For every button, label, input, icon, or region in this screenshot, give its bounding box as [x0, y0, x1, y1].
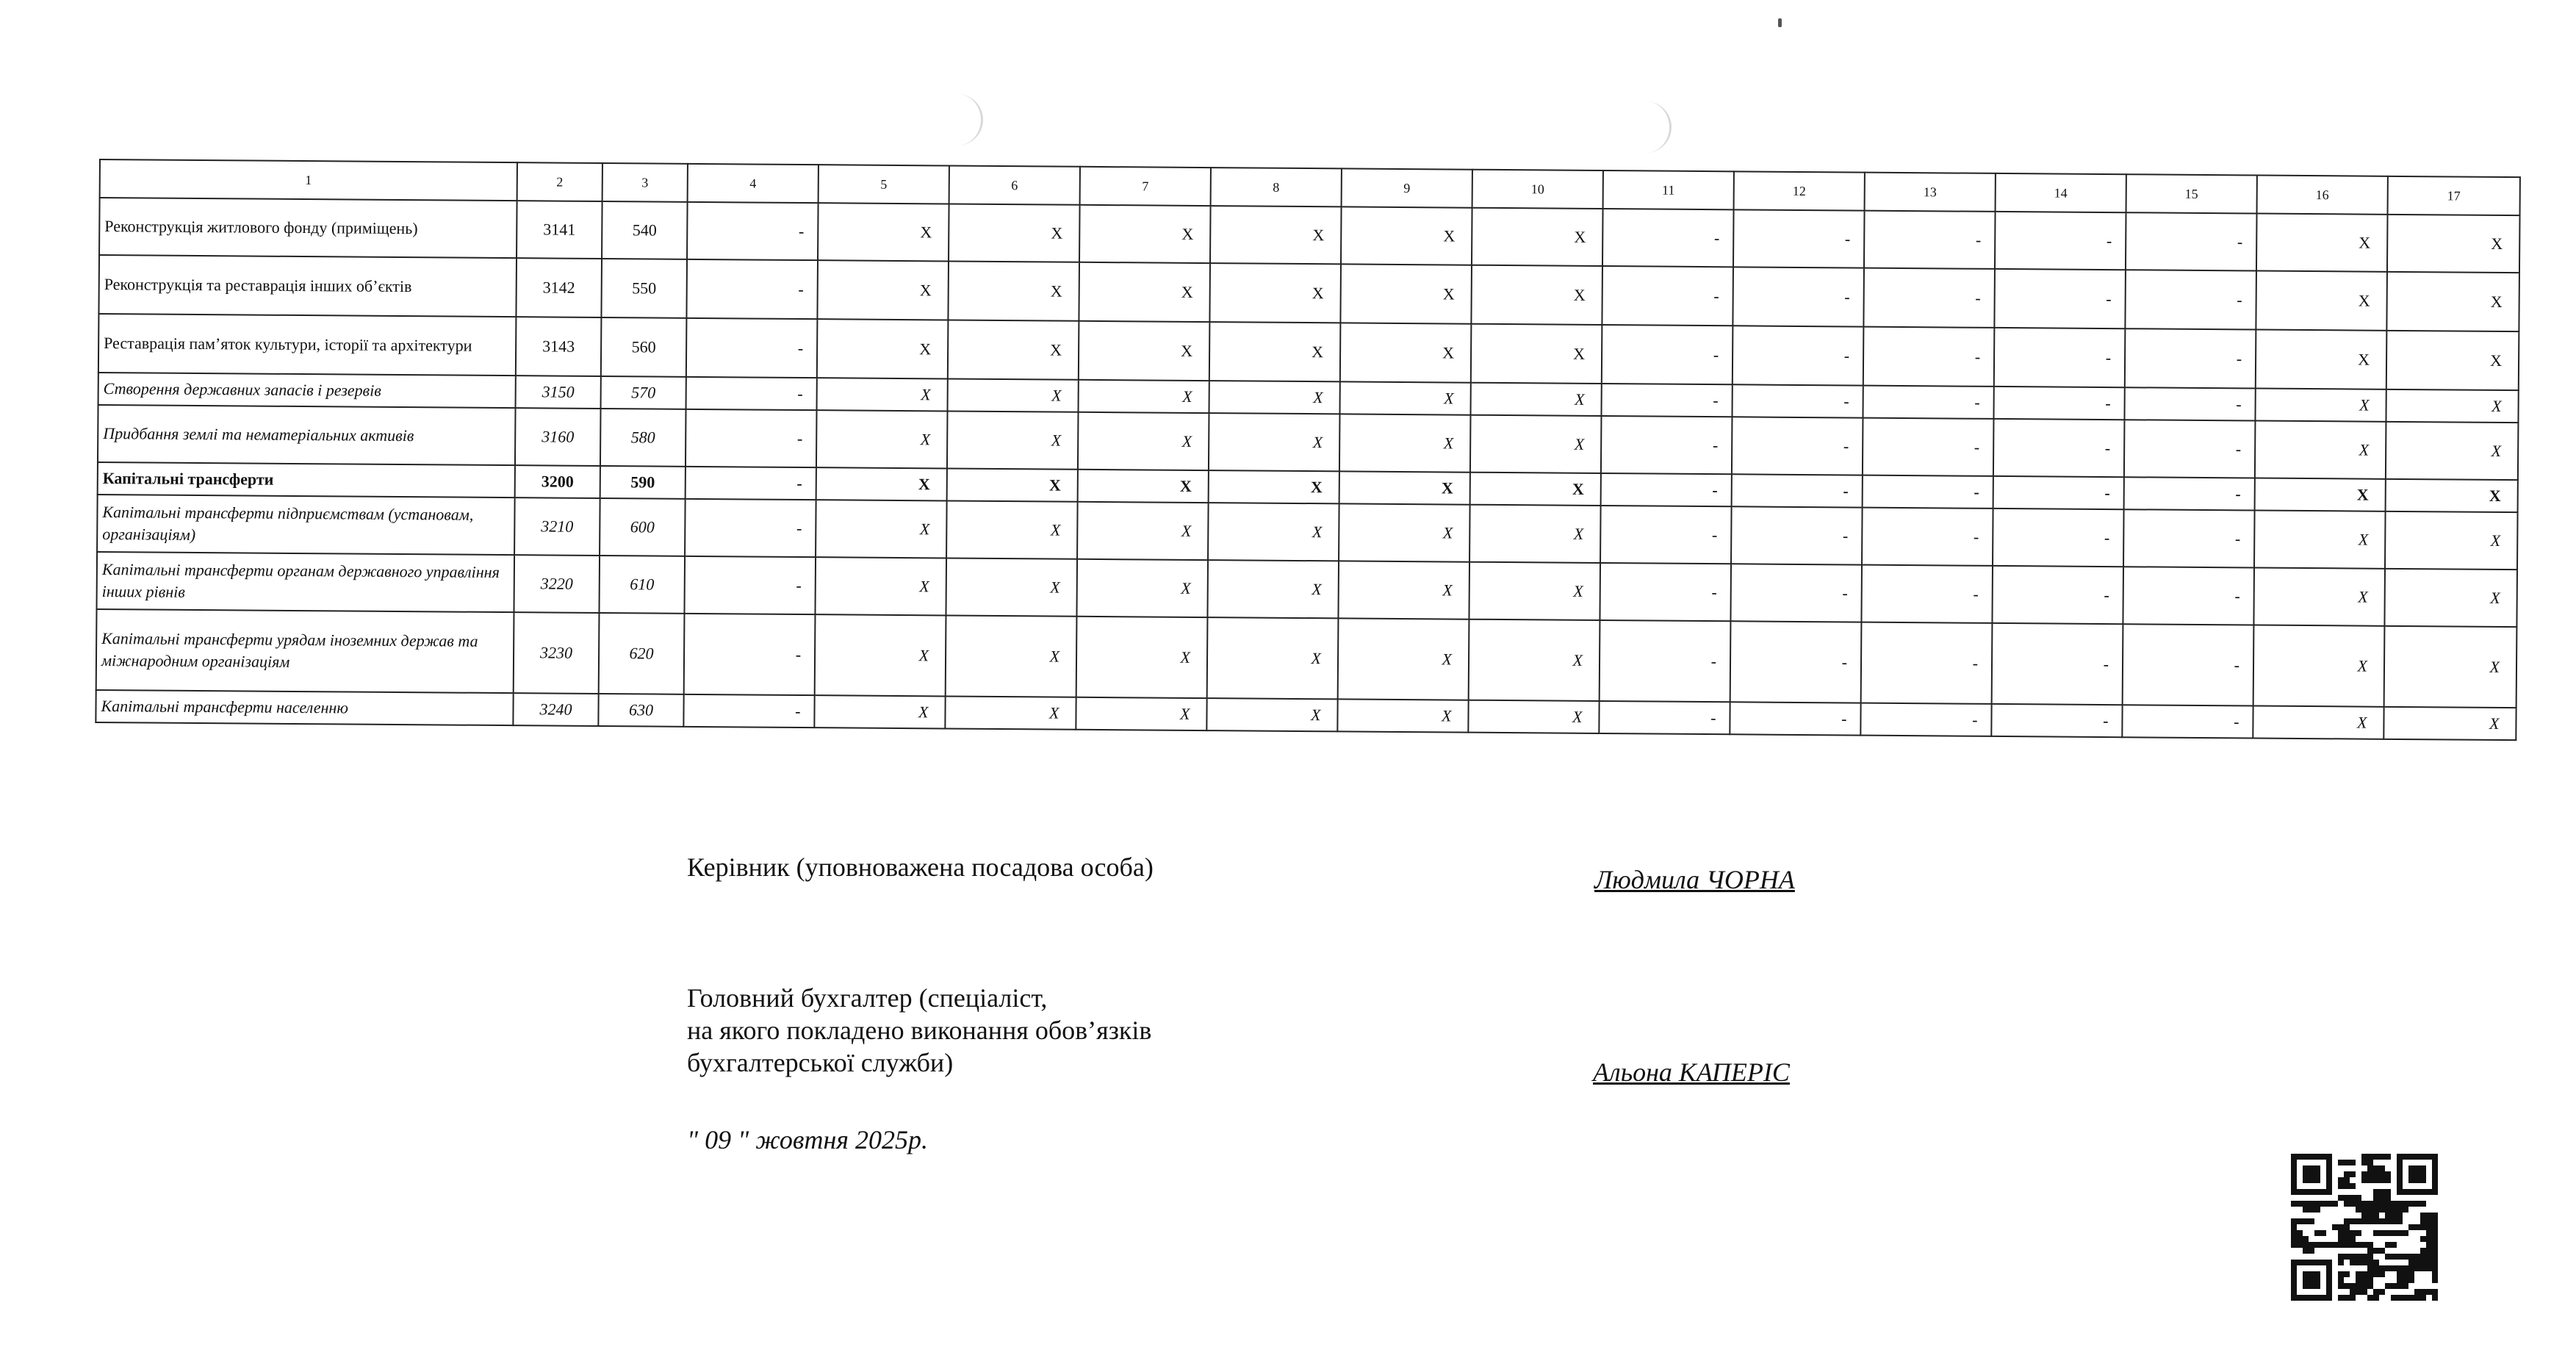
x-cell: X	[815, 614, 946, 696]
x-cell: X	[1471, 324, 1602, 384]
row-line-code: 590	[600, 466, 686, 499]
dash-cell: -	[686, 377, 817, 410]
row-kekv-code: 3240	[513, 693, 598, 726]
accountant-label-line: бухгалтерської служби)	[687, 1048, 954, 1077]
row-name: Реконструкція житлового фонду (приміщень)	[99, 198, 517, 258]
column-number: 2	[517, 162, 602, 201]
dash-cell: -	[686, 318, 818, 378]
row-name: Капітальні трансферти підприємствам (установам, організаціям)	[97, 495, 515, 555]
row-line-code: 550	[601, 259, 687, 318]
x-cell: X	[1079, 380, 1209, 413]
column-number: 5	[819, 165, 949, 204]
dash-cell: -	[686, 259, 818, 319]
dash-cell: -	[1863, 418, 1994, 476]
x-cell: X	[1340, 264, 1472, 323]
dash-cell: -	[1602, 209, 1734, 267]
column-number: 14	[1996, 173, 2126, 212]
x-cell: X	[1470, 473, 1601, 506]
dash-cell: -	[1994, 328, 2126, 387]
x-cell: X	[945, 696, 1076, 729]
x-cell: X	[2383, 707, 2516, 740]
x-cell: X	[2255, 389, 2386, 422]
dash-cell: -	[1601, 416, 1733, 474]
accountant-signature-name: Альона КАПЕРІС	[1593, 1057, 1790, 1087]
row-kekv-code: 3210	[514, 498, 600, 556]
dash-cell: -	[2125, 328, 2256, 388]
dash-cell: -	[2123, 509, 2255, 567]
x-cell: X	[1209, 263, 1341, 323]
dash-cell: -	[1600, 563, 1731, 621]
x-cell: X	[2386, 422, 2519, 480]
dash-cell: -	[1733, 209, 1865, 267]
x-cell: X	[2253, 625, 2385, 707]
dash-cell: -	[1601, 384, 1732, 417]
row-line-code: 540	[602, 201, 688, 259]
x-cell: X	[1078, 470, 1209, 503]
x-cell: X	[2256, 330, 2387, 389]
dash-cell: -	[2122, 705, 2253, 738]
x-cell: X	[1470, 383, 1601, 416]
dash-cell: -	[1993, 387, 2124, 420]
x-cell: X	[1076, 697, 1206, 730]
x-cell: X	[946, 500, 1078, 558]
x-cell: X	[816, 410, 948, 468]
dash-cell: -	[1731, 506, 1863, 564]
dash-cell: -	[2123, 567, 2254, 625]
row-line-code: 580	[600, 409, 686, 467]
x-cell: X	[2385, 511, 2518, 570]
x-cell: X	[1469, 562, 1600, 620]
column-number: 11	[1603, 170, 1734, 209]
dash-cell: -	[1861, 622, 1993, 704]
dash-cell: -	[684, 556, 816, 614]
x-cell: X	[1339, 381, 1470, 414]
dash-cell: -	[1732, 417, 1863, 475]
column-number: 3	[602, 163, 688, 202]
dash-cell: -	[1732, 474, 1863, 507]
column-number: 1	[100, 159, 517, 201]
dash-cell: -	[1993, 476, 2124, 509]
report-date: " 09 " жовтня 2025р.	[687, 1125, 929, 1154]
dash-cell: -	[1732, 384, 1863, 417]
column-number: 10	[1472, 170, 1603, 209]
row-line-code: 610	[599, 556, 685, 614]
dash-cell: -	[1992, 566, 2123, 624]
x-cell: X	[2253, 568, 2385, 626]
x-cell: X	[2384, 569, 2517, 627]
dash-cell: -	[1863, 386, 1993, 419]
head-signature-label: Керівник (уповноважена посадова особа)	[687, 852, 1154, 882]
x-cell: X	[1339, 503, 1470, 561]
x-cell: X	[949, 204, 1080, 262]
x-cell: X	[1340, 323, 1472, 382]
x-cell: X	[817, 260, 949, 320]
row-kekv-code: 3150	[516, 376, 601, 409]
dash-cell: -	[2124, 420, 2256, 478]
dash-cell: -	[2123, 624, 2254, 705]
row-name: Придбання землі та нематеріальних активів	[98, 405, 516, 465]
column-number: 9	[1342, 168, 1472, 207]
x-cell: X	[2254, 511, 2386, 569]
x-cell: X	[2386, 331, 2519, 390]
dash-cell: -	[1730, 621, 1862, 703]
x-cell: X	[1209, 413, 1340, 471]
x-cell: X	[946, 615, 1077, 697]
row-line-code: 560	[601, 317, 687, 377]
x-cell: X	[1339, 414, 1471, 472]
dash-cell: -	[1602, 266, 1733, 326]
dash-cell: -	[1995, 212, 2126, 270]
column-number: 8	[1211, 168, 1342, 206]
punch-hole-mark	[951, 94, 983, 146]
dash-cell: -	[1600, 506, 1732, 564]
x-cell: X	[1076, 559, 1208, 617]
row-kekv-code: 3141	[517, 201, 602, 259]
x-cell: X	[816, 467, 947, 500]
x-cell: X	[1209, 381, 1340, 414]
dash-cell: -	[1991, 704, 2122, 737]
row-kekv-code: 3230	[514, 612, 600, 694]
dash-cell: -	[685, 499, 816, 557]
x-cell: X	[946, 558, 1077, 616]
x-cell: X	[1209, 470, 1339, 503]
dash-cell: -	[1863, 327, 1995, 387]
dash-cell: -	[1994, 269, 2126, 328]
dash-cell: -	[1600, 620, 1731, 702]
dash-cell: -	[1860, 703, 1991, 736]
dash-cell: -	[1730, 564, 1862, 622]
head-signature-name: Людмила ЧОРНА	[1594, 865, 1795, 894]
x-cell: X	[1076, 617, 1208, 698]
dash-cell: -	[2126, 212, 2257, 270]
row-line-code: 600	[600, 498, 686, 556]
report-table	[95, 159, 2521, 741]
x-cell: X	[1207, 560, 1339, 618]
row-kekv-code: 3142	[516, 258, 602, 317]
x-cell: X	[2386, 389, 2518, 423]
dash-cell: -	[1863, 475, 1993, 509]
row-name: Реставрація пам’яток культури, історії та архітектури	[98, 314, 517, 376]
column-number: 6	[949, 165, 1080, 204]
x-cell: X	[947, 411, 1079, 469]
accountant-signature-label	[687, 982, 1151, 1079]
dash-cell: -	[2125, 270, 2256, 329]
x-cell: X	[814, 695, 945, 728]
x-cell: X	[2387, 215, 2520, 273]
x-cell: X	[1209, 322, 1341, 381]
row-name: Капітальні трансферти	[98, 462, 515, 498]
x-cell: X	[947, 468, 1078, 501]
x-cell: X	[2255, 421, 2386, 479]
x-cell: X	[1469, 619, 1600, 701]
x-cell: X	[818, 203, 949, 261]
x-cell: X	[1077, 502, 1209, 560]
x-cell: X	[1471, 265, 1602, 325]
x-cell: X	[1472, 208, 1603, 266]
row-line-code: 570	[601, 376, 686, 409]
x-cell: X	[817, 319, 949, 378]
x-cell: X	[815, 557, 946, 615]
x-cell: X	[1341, 206, 1472, 265]
column-number: 16	[2257, 176, 2388, 215]
row-name: Капітальні трансферти населенню	[96, 690, 513, 725]
scan-speck	[1778, 18, 1782, 27]
row-name: Капітальні трансферти органам державного управління інших рівнів	[97, 552, 515, 612]
table-body	[96, 159, 2520, 740]
row-name: Створення державних запасів і резервів	[98, 373, 516, 408]
x-cell: X	[2386, 272, 2519, 331]
row-kekv-code: 3220	[514, 555, 600, 613]
column-number: 12	[1734, 171, 1865, 210]
x-cell: X	[1079, 262, 1210, 322]
dash-cell: -	[1992, 623, 2123, 705]
x-cell: X	[1079, 321, 1210, 381]
x-cell: X	[1079, 205, 1211, 263]
dash-cell: -	[686, 467, 816, 500]
dash-cell: -	[1993, 509, 2124, 567]
x-cell: X	[1078, 412, 1209, 470]
dash-cell: -	[686, 409, 817, 467]
x-cell: X	[2386, 479, 2518, 512]
dash-cell: -	[1733, 326, 1864, 385]
punch-hole-mark	[1640, 101, 1672, 153]
dash-cell: -	[2124, 477, 2255, 510]
x-cell: X	[1207, 617, 1339, 699]
x-cell: X	[1208, 503, 1339, 561]
x-cell: X	[948, 320, 1079, 379]
x-cell: X	[817, 378, 948, 411]
x-cell: X	[2384, 626, 2517, 708]
row-line-code: 630	[598, 694, 683, 727]
x-cell: X	[948, 378, 1079, 412]
x-cell: X	[2255, 478, 2386, 511]
row-kekv-code: 3200	[515, 465, 600, 498]
x-cell: X	[1338, 561, 1469, 619]
x-cell: X	[1206, 698, 1337, 731]
dash-cell: -	[1993, 419, 2125, 477]
dash-cell: -	[1602, 325, 1733, 384]
x-cell: X	[1210, 206, 1342, 264]
dash-cell: -	[687, 202, 819, 260]
row-name: Реконструкція та реставрація інших об’єктів	[98, 255, 517, 317]
column-number: 7	[1080, 167, 1211, 206]
row-line-code: 620	[599, 613, 685, 694]
row-name: Капітальні трансферти урядам іноземних держав та міжнародним організаціям	[96, 609, 514, 693]
dash-cell: -	[1863, 268, 1995, 328]
dash-cell: -	[2124, 387, 2255, 420]
report-table-wrapper	[95, 159, 2502, 741]
column-number: 17	[2388, 176, 2520, 215]
x-cell: X	[1469, 505, 1601, 563]
dash-cell: -	[1864, 211, 1996, 269]
accountant-label-line: Головний бухгалтер (спеціаліст,	[687, 983, 1048, 1013]
dash-cell: -	[1862, 508, 1993, 566]
column-number: 15	[2126, 174, 2257, 213]
dash-cell: -	[1730, 702, 1860, 735]
column-number: 4	[688, 164, 819, 203]
qr-code	[2291, 1154, 2438, 1301]
dash-cell: -	[684, 614, 816, 695]
x-cell: X	[816, 500, 947, 558]
dash-cell: -	[1601, 473, 1732, 506]
row-kekv-code: 3160	[515, 408, 601, 466]
dash-cell: -	[1599, 701, 1730, 734]
x-cell: X	[1339, 471, 1470, 504]
x-cell: X	[948, 261, 1079, 320]
dash-cell: -	[1861, 565, 1993, 623]
dash-cell: -	[683, 694, 814, 728]
x-cell: X	[1468, 700, 1599, 733]
accountant-label-line: на якого покладено виконання обов’язків	[687, 1016, 1152, 1045]
dash-cell: -	[1733, 267, 1864, 326]
x-cell: X	[1470, 415, 1602, 473]
x-cell: X	[2256, 214, 2388, 272]
row-kekv-code: 3143	[516, 317, 602, 376]
x-cell: X	[2256, 271, 2387, 331]
x-cell: X	[1338, 618, 1469, 700]
x-cell: X	[1337, 699, 1468, 732]
column-number: 13	[1865, 173, 1996, 212]
x-cell: X	[2253, 706, 2383, 739]
